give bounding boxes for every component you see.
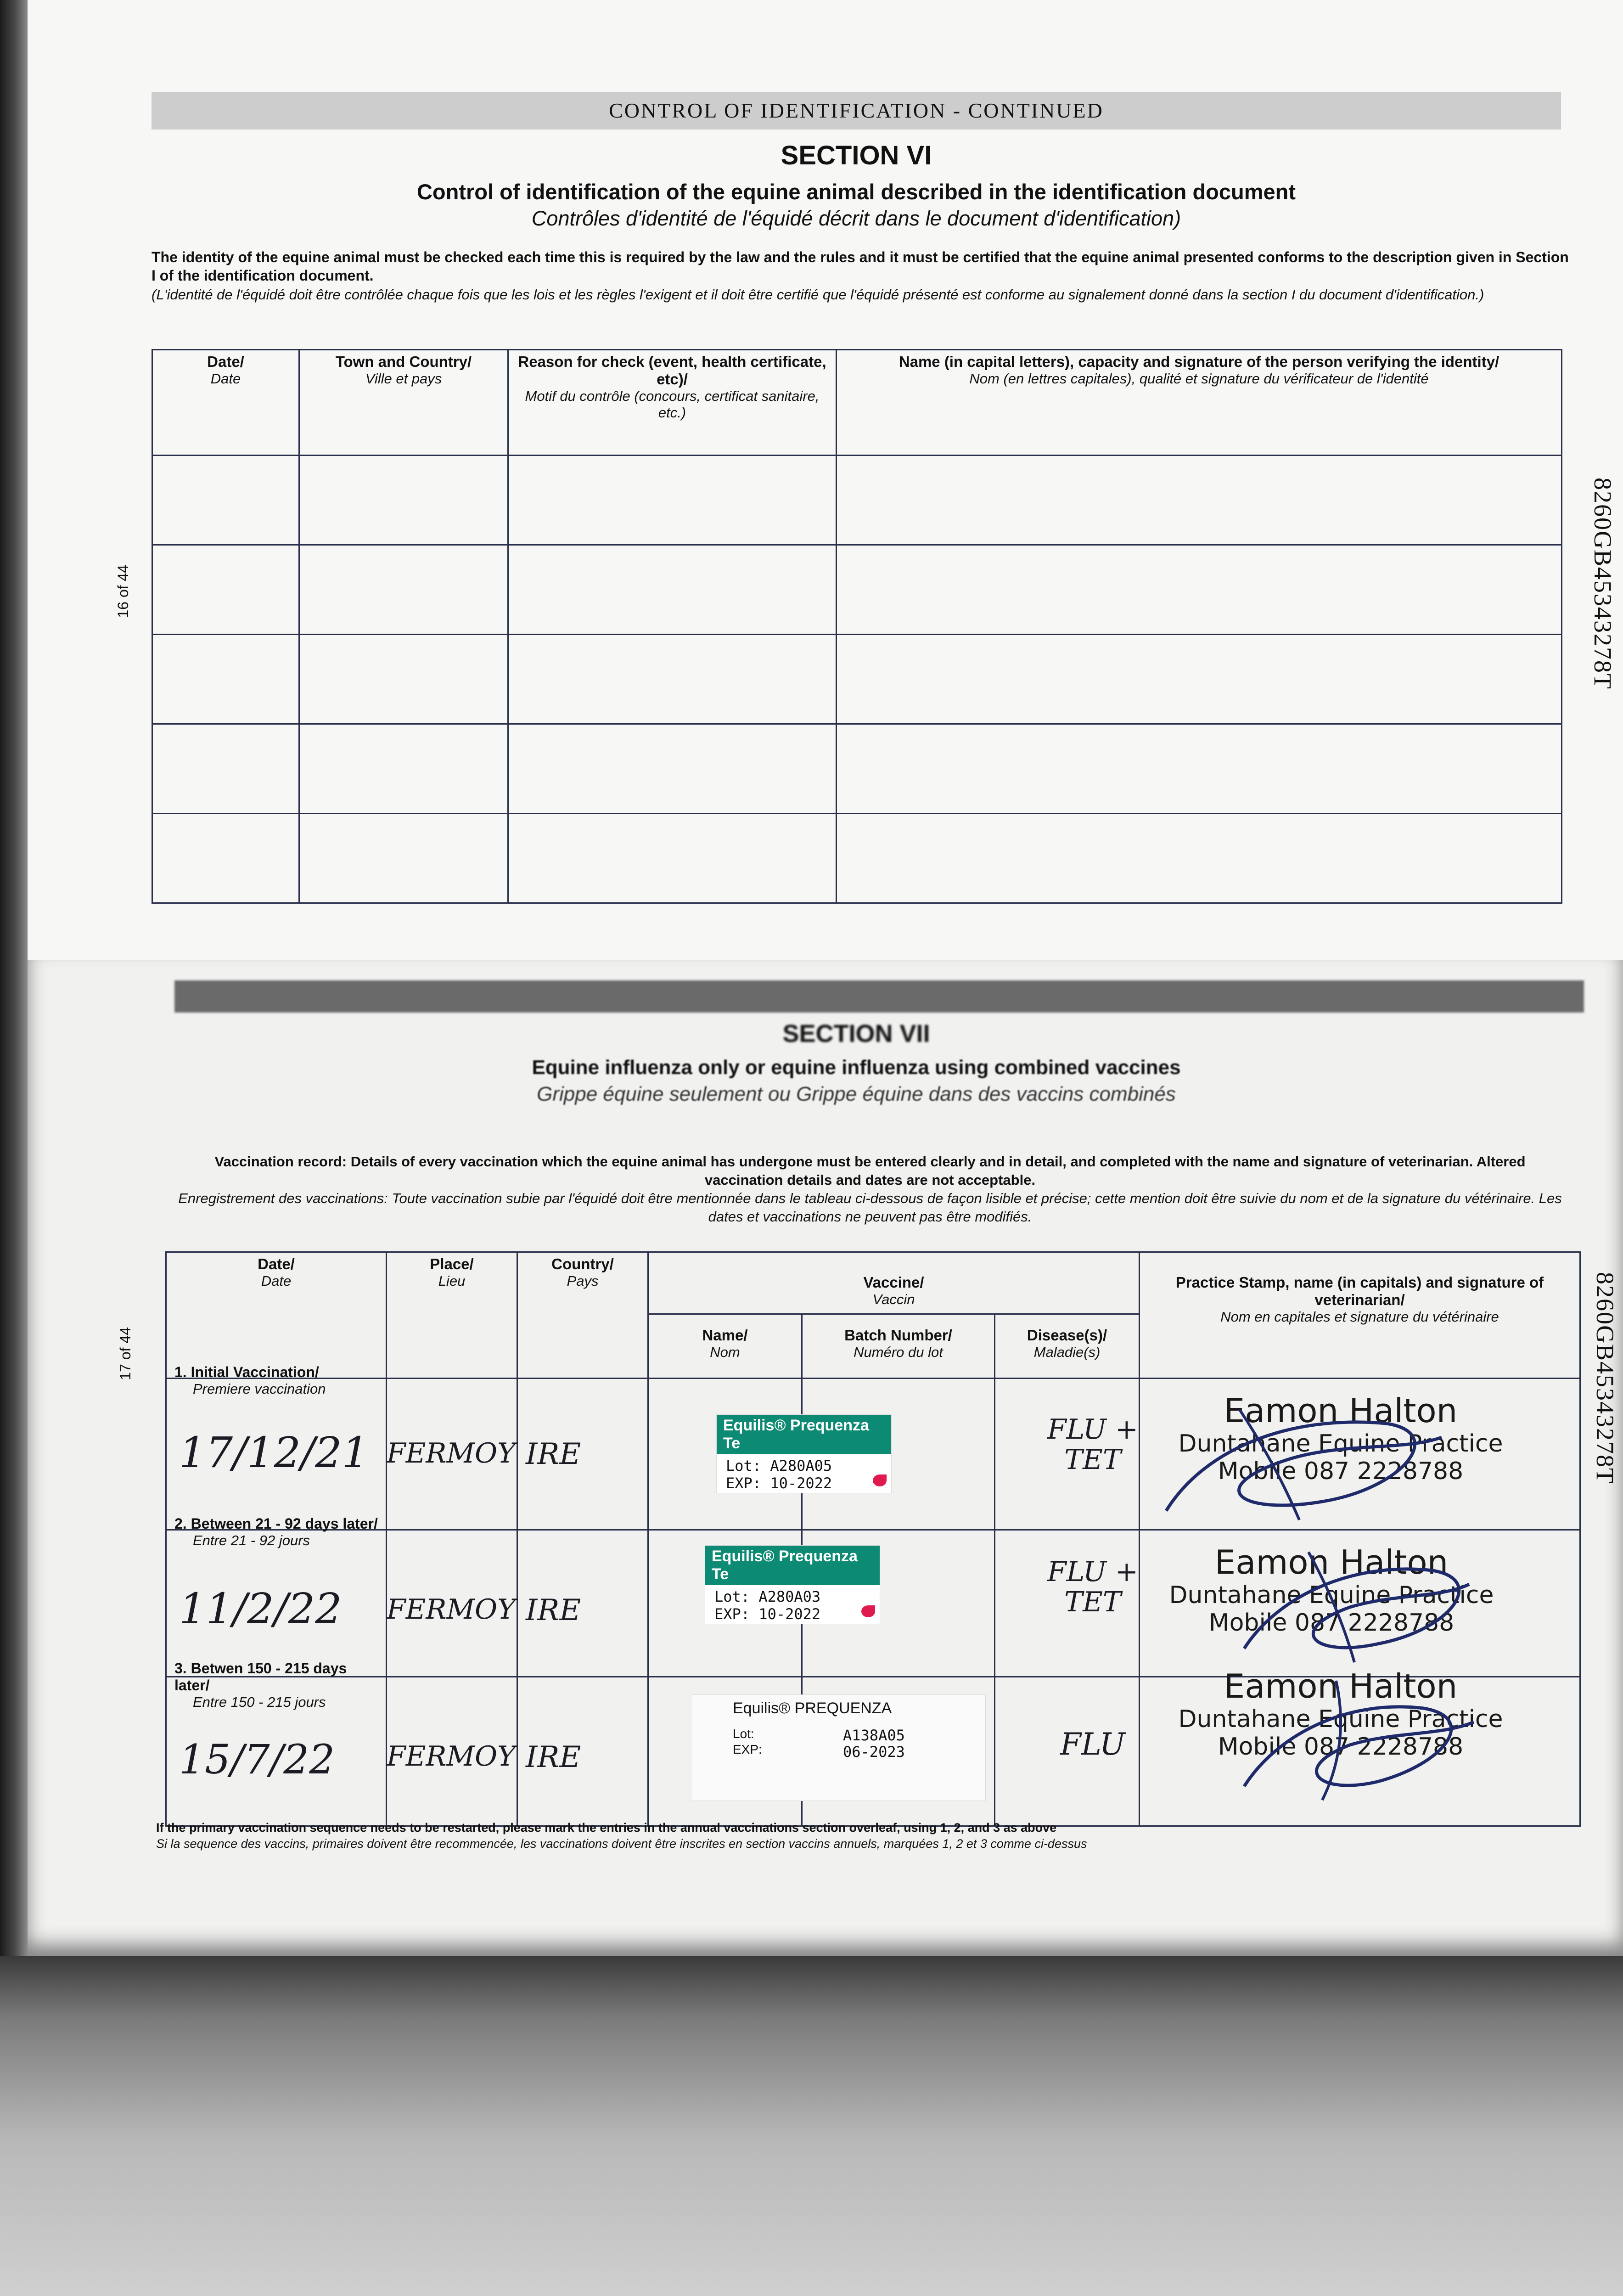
practice-stamp: Eamon Halton Duntahane Equine Practice Mobile 087 2228788 <box>1169 1543 1494 1637</box>
header-batch: Batch Number/ Numéro du lot <box>802 1314 995 1379</box>
handwritten-place: FERMOY <box>387 1740 516 1773</box>
title-en: Equine influenza only or equine influenza using combined vaccines <box>532 1056 1181 1079</box>
intro-fr: (L'identité de l'équidé doit être contrôlée chaque fois que les lois et les règles l'exigent et il doit être certifié que l'équidé présenté est conforme au signalement donné dans la section I du document d'identification.) <box>152 287 1484 303</box>
sticker-red-mark <box>861 1605 875 1617</box>
table-row <box>152 814 1562 903</box>
footer-en: If the primary vaccination sequence needs to be restarted, please mark the entries in the annual vaccinations section overleaf, using 1, 2, and 3 as above <box>156 1821 1057 1835</box>
vet-signature <box>1230 1543 1488 1667</box>
row-label: 1. Initial Vaccination/ Premiere vaccination <box>174 1364 326 1397</box>
section-heading: SECTION VII <box>782 1020 930 1047</box>
header-date: Date/ Date <box>152 350 299 456</box>
table-row <box>152 635 1562 724</box>
header-country: Country/ Pays <box>517 1252 648 1379</box>
title-fr: Contrôles d'identité de l'équidé décrit dans le document d'identification) <box>531 207 1181 230</box>
vet-signature <box>1148 1396 1469 1525</box>
header-verifier: Name (in capital letters), capacity and signature of the person verifying the identity/ Nom (en lettres capitales), qualité et signature du vérificateur de l'identité <box>837 350 1562 456</box>
vet-signature <box>1230 1676 1488 1805</box>
practice-stamp: Eamon Halton Duntahane Equine Practice Mobile 087 2228788 <box>1178 1391 1503 1485</box>
table-header-row <box>152 350 1562 456</box>
table-header-row <box>166 1252 1580 1314</box>
handwritten-place: FERMOY <box>387 1593 516 1626</box>
table-row <box>152 456 1562 545</box>
header-date: Date/ Date <box>166 1252 387 1379</box>
table-row <box>152 545 1562 635</box>
header-vaccine: Vaccine/ Vaccin <box>648 1252 1140 1314</box>
page-16 <box>28 0 1623 960</box>
page-number: 17 of 44 <box>117 1327 134 1380</box>
handwritten-date: 15/7/22 <box>179 1736 335 1783</box>
header-stamp: Practice Stamp, name (in capitals) and signature of veterinarian/ Nom en capitales et signature du vétérinaire <box>1140 1252 1580 1379</box>
handwritten-place: FERMOY <box>387 1437 516 1469</box>
vaccine-sticker: Equilis® Prequenza Te Lot: A280A03 EXP: 10-2022 <box>705 1545 880 1624</box>
identity-check-table <box>152 349 1562 904</box>
handwritten-country: IRE <box>526 1593 581 1627</box>
row-label: 2. Between 21 - 92 days later/ Entre 21 - 92 jours <box>174 1515 378 1548</box>
section-heading: SECTION VI <box>781 141 932 170</box>
scan-background <box>0 1956 1623 2296</box>
handwritten-disease: FLU + TET <box>1047 1413 1139 1476</box>
header-place: Place/ Lieu <box>387 1252 517 1379</box>
practice-stamp: Eamon Halton Duntahane Equine Practice Mobile 087 2228788 <box>1178 1667 1503 1761</box>
intro-fr: Enregistrement des vaccinations: Toute vaccination subie par l'équidé doit être mentionnée dans le tableau ci-dessous de façon lisible et précise; cette mention doit être suivie du nom et de la signature du vétérinaire. Les dates et vaccinations ne peuvent pas être modifiés. <box>178 1190 1562 1225</box>
section-band-blurred <box>174 980 1584 1013</box>
header-town-country: Town and Country/ Ville et pays <box>299 350 508 456</box>
intro-en: Vaccination record: Details of every vaccination which the equine animal has undergone must be entered clearly and in detail, and completed with the name and signature of veterinarian. Altered vaccination details and dates are not acceptable. <box>214 1154 1526 1188</box>
title-en: Control of identification of the equine animal described in the identification document <box>416 180 1296 204</box>
section-band: CONTROL OF IDENTIFICATION - CONTINUED <box>152 92 1561 129</box>
side-code: 8260GB45343278T <box>1591 1272 1619 1484</box>
handwritten-date: 17/12/21 <box>179 1428 369 1477</box>
vaccine-sticker: Equilis® Prequenza Te Lot: A280A05 EXP: 10-2022 <box>716 1414 892 1493</box>
handwritten-country: IRE <box>526 1740 581 1774</box>
handwritten-disease: FLU <box>1060 1727 1125 1762</box>
handwritten-disease: FLU + TET <box>1047 1556 1139 1618</box>
footer-fr: Si la sequence des vaccins, primaires doivent être recommencée, les vaccinations doivent être inscrites en section vaccins annuels, marquées 1, 2 et 3 comme ci-dessus <box>156 1837 1087 1851</box>
sticker-red-mark <box>873 1474 887 1486</box>
page-17 <box>28 960 1623 1956</box>
header-reason: Reason for check (event, health certificate, etc)/ Motif du contrôle (concours, certificat sanitaire, etc.) <box>508 350 837 456</box>
title-fr: Grippe équine seulement ou Grippe équine dans des vaccins combinés <box>537 1083 1176 1105</box>
side-code: 8260GB45343278T <box>1589 478 1617 690</box>
handwritten-country: IRE <box>526 1437 581 1471</box>
row-label: 3. Betwen 150 - 215 days later/ Entre 150 - 215 jours <box>174 1660 347 1710</box>
handwritten-date: 11/2/22 <box>179 1584 342 1633</box>
table-row <box>152 724 1562 814</box>
header-vaccine-name: Name/ Nom <box>648 1314 802 1379</box>
intro-en: The identity of the equine animal must be checked each time this is required by the law and the rules and it must be certified that the equine animal presented conforms to the description given in Section I of the identification document. <box>152 249 1569 284</box>
vaccine-sticker: Equilis® PREQUENZA Lot: EXP: A138A05 06-2023 <box>691 1694 986 1801</box>
header-disease: Disease(s)/ Maladie(s) <box>995 1314 1140 1379</box>
page-number: 16 of 44 <box>115 565 131 618</box>
